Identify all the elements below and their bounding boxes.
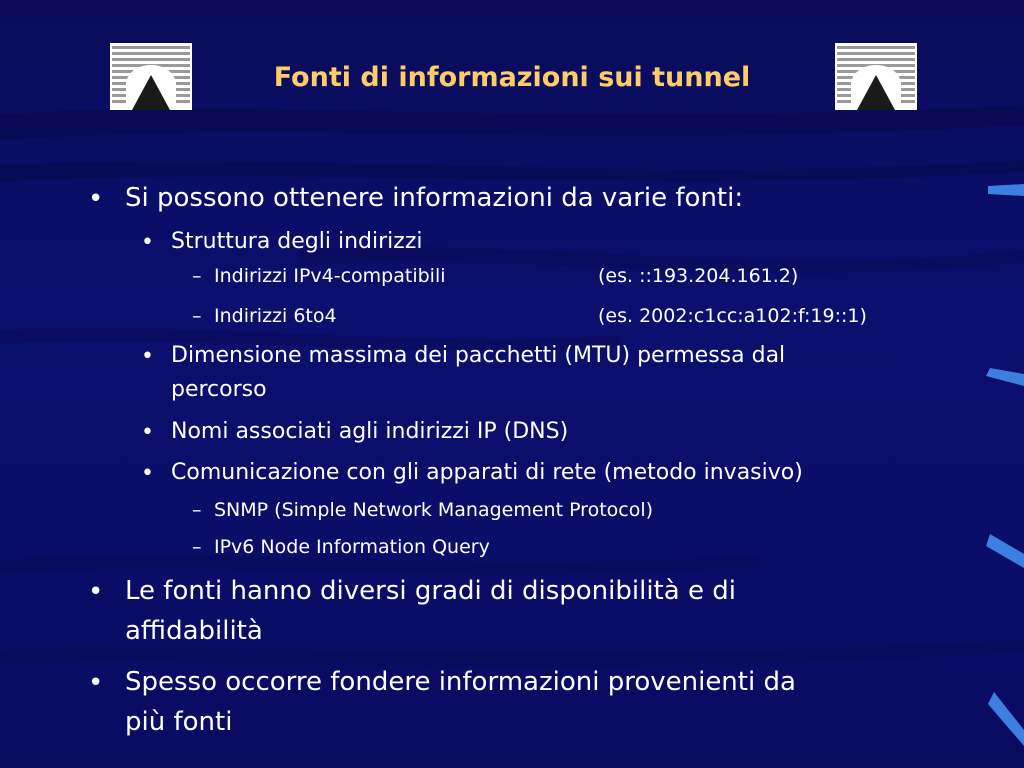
sub-bullet-text: Dimensione massima dei pacchetti (MTU) permessa dal — [171, 343, 786, 368]
bullet-text-continuation: affidabilità — [125, 616, 263, 646]
sub-bullet-text: Comunicazione con gli apparati di rete (metodo invasivo) — [171, 460, 803, 485]
sub-bullet-text-continuation: percorso — [171, 377, 267, 402]
bullet-marker: • — [88, 668, 104, 698]
sub-bullet-marker: • — [141, 420, 154, 445]
dash-marker: – — [192, 499, 202, 521]
address-type-text: Indirizzi 6to4 — [214, 305, 337, 327]
protocol-text: IPv6 Node Information Query — [214, 536, 490, 558]
bullet-marker: • — [88, 577, 104, 607]
dash-marker: – — [192, 536, 202, 558]
slide-title: Fonti di informazioni sui tunnel — [273, 62, 751, 93]
bullet-marker: • — [88, 184, 104, 214]
dash-marker: – — [192, 305, 202, 327]
bullet-text: Spesso occorre fondere informazioni provenienti da — [125, 667, 796, 697]
dash-marker: – — [192, 265, 202, 287]
sub-bullet-text: Struttura degli indirizzi — [171, 229, 423, 254]
bullet-text: Le fonti hanno diversi gradi di disponibilità e di — [125, 576, 736, 606]
address-example: (es. ::193.204.161.2) — [598, 265, 799, 287]
sub-bullet-marker: • — [141, 344, 154, 369]
address-type-text: Indirizzi IPv4-compatibili — [214, 265, 446, 287]
address-example: (es. 2002:c1cc:a102:f:19::1) — [598, 305, 867, 327]
bullet-text: Si possono ottenere informazioni da varie fonti: — [125, 183, 744, 213]
sub-bullet-marker: • — [141, 461, 154, 486]
sub-bullet-text: Nomi associati agli indirizzi IP (DNS) — [171, 419, 569, 444]
sub-bullet-marker: • — [141, 230, 154, 255]
protocol-text: SNMP (Simple Network Management Protocol) — [214, 499, 654, 521]
bullet-text-continuation: più fonti — [125, 707, 233, 737]
